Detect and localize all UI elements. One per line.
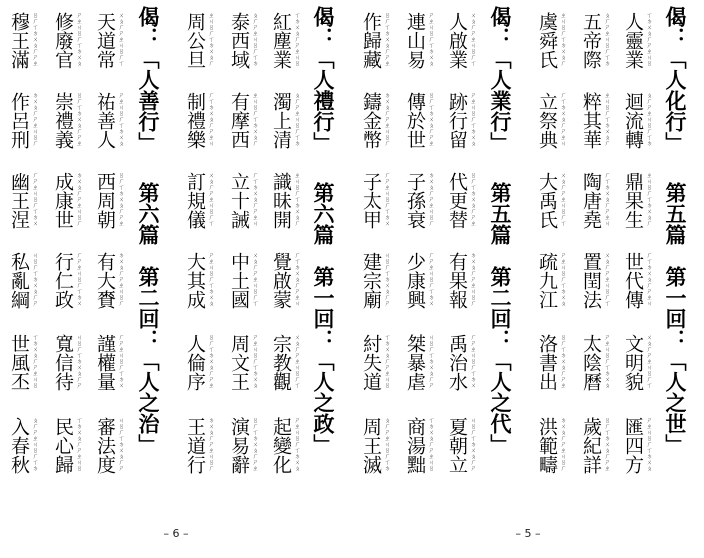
- verse-phrase: 修廢官: [52, 12, 74, 69]
- zhuyin-annotation: ㄕㄓㄐㄖㄏㄒㄉㄨㄆ: [207, 252, 214, 306]
- zhuyin-annotation: ㄐㄖㄏㄒㄉㄨㄆㄏㄕ: [469, 417, 476, 471]
- zhuyin-annotation: ㄆㄏㄕㄓㄐㄖㄏㄒㄉ: [293, 92, 300, 146]
- zhuyin-annotation: ㄓㄐㄖㄏㄒㄉㄨㄆㄏ: [251, 92, 258, 146]
- verse-phrase: 鼎果生: [622, 172, 644, 229]
- zhuyin-annotation: ㄨㄆㄏㄕㄓㄐㄖㄏㄒ: [207, 172, 214, 226]
- right-page: [352, 0, 704, 558]
- verse-phrase: 匯四方: [622, 417, 644, 474]
- zhuyin-annotation: ㄏㄕㄓㄐㄖㄏㄒㄉㄨ: [427, 252, 434, 306]
- verse-column: [402, 6, 432, 506]
- verse-phrase: 世風丕: [8, 334, 30, 391]
- verse-column: [182, 6, 212, 506]
- zhuyin-annotation: ㄒㄉㄨㄆㄏㄕㄓㄐㄖ: [645, 12, 652, 66]
- heading-column: [133, 6, 163, 506]
- zhuyin-annotation: ㄉㄨㄆㄏㄕㄓㄐㄖㄏ: [117, 252, 124, 306]
- verse-phrase: 粹其華: [580, 92, 602, 149]
- verse-phrase: 紂失道: [360, 334, 382, 391]
- zhuyin-annotation: ㄒㄉㄨㄆㄏㄕㄓㄐㄖ: [427, 417, 434, 471]
- verse-phrase: 天道常: [94, 12, 116, 69]
- verse-column: [444, 6, 474, 506]
- zhuyin-annotation: ㄒㄉㄨㄆㄏㄕㄓㄐㄖ: [293, 12, 300, 66]
- zhuyin-annotation: ㄨㄆㄏㄕㄓㄐㄖㄏㄒ: [293, 334, 300, 388]
- zhuyin-annotation: ㄓㄐㄖㄏㄒㄉㄨㄆㄏ: [559, 12, 566, 66]
- verse-column: [358, 6, 388, 506]
- verse-phrase: 周王滅: [360, 417, 382, 474]
- verse-column: [268, 6, 298, 506]
- zhuyin-annotation: ㄓㄐㄖㄏㄒㄉㄨㄆㄏ: [645, 172, 652, 226]
- verse-phrase: 有摩西: [228, 92, 250, 149]
- verse-phrase: 入春秋: [8, 417, 30, 474]
- verse-phrase: 虞舜氏: [536, 12, 558, 69]
- verse-phrase: 立祭典: [536, 92, 558, 149]
- verse-phrase: 私亂綱: [8, 252, 30, 309]
- verse-phrase: 西周朝: [94, 172, 116, 229]
- verse-phrase: 幽王涅: [8, 172, 30, 229]
- zhuyin-annotation: ㄨㄆㄏㄕㄓㄐㄖㄏㄒ: [469, 12, 476, 66]
- zhuyin-annotation: ㄕㄓㄐㄖㄏㄒㄉㄨㄆ: [469, 92, 476, 146]
- verse-phrase: 鑄金幣: [360, 92, 382, 149]
- verse-phrase: 崇禮義: [52, 92, 74, 149]
- zhuyin-annotation: ㄏㄒㄉㄨㄆㄏㄕㄓㄐ: [603, 172, 610, 226]
- zhuyin-annotation: ㄉㄨㄆㄏㄕㄓㄐㄖㄏ: [383, 92, 390, 146]
- verse-phrase: 陶唐堯: [580, 172, 602, 229]
- verse-phrase: 大禹氏: [536, 172, 558, 229]
- verse-phrase: 泰西域: [228, 12, 250, 69]
- verse-phrase: 置閏法: [580, 252, 602, 309]
- verse-phrase: 演易辭: [228, 417, 250, 474]
- verse-phrase: 商湯黜: [404, 417, 426, 474]
- verse-phrase: 歲紀詳: [580, 417, 602, 474]
- verse-heading: 偈：「人業行」: [488, 6, 513, 153]
- zhuyin-annotation: ㄉㄨㄆㄏㄕㄓㄐㄖㄏ: [427, 172, 434, 226]
- zhuyin-annotation: ㄕㄓㄐㄖㄏㄒㄉㄨㄆ: [645, 417, 652, 471]
- verse-column: [6, 6, 36, 506]
- verse-phrase: 跡行留: [446, 92, 468, 149]
- verse-phrase: 建宗廟: [360, 252, 382, 309]
- verse-column: [226, 6, 256, 506]
- zhuyin-annotation: ㄨㄆㄏㄕㄓㄐㄖㄏㄒ: [603, 252, 610, 306]
- zhuyin-annotation: ㄓㄐㄖㄏㄒㄉㄨㄆㄏ: [603, 92, 610, 146]
- verse-phrase: 連山易: [404, 12, 426, 69]
- zhuyin-annotation: ㄏㄒㄉㄨㄆㄏㄕㄓㄐ: [207, 92, 214, 146]
- verse-phrase: 洛書出: [536, 334, 558, 391]
- verse-column: [534, 6, 564, 506]
- verse-phrase: 作歸藏: [360, 12, 382, 69]
- zhuyin-annotation: ㄖㄏㄒㄉㄨㄆㄏㄕㄓ: [603, 417, 610, 471]
- zhuyin-annotation: ㄖㄏㄒㄉㄨㄆㄏㄕㄓ: [207, 334, 214, 388]
- verse-phrase: 謹權量: [94, 334, 116, 391]
- verse-phrase: 寬信待: [52, 334, 74, 391]
- page-number: – 6 –: [163, 527, 189, 540]
- verse-phrase: 紅塵業: [270, 12, 292, 69]
- verse-heading: 偈：「人化行」: [663, 6, 688, 153]
- zhuyin-annotation: ㄨㄆㄏㄕㄓㄐㄖㄏㄒ: [251, 252, 258, 306]
- verse-phrase: 子孫衰: [404, 172, 426, 229]
- zhuyin-annotation: ㄐㄖㄏㄒㄉㄨㄆㄏㄕ: [383, 252, 390, 306]
- verse-phrase: 五帝際: [580, 12, 602, 69]
- zhuyin-annotation: ㄕㄓㄐㄖㄏㄒㄉㄨㄆ: [75, 12, 82, 66]
- verse-phrase: 立十誡: [228, 172, 250, 229]
- zhuyin-annotation: ㄏㄕㄓㄐㄖㄏㄒㄉㄨ: [469, 334, 476, 388]
- verse-phrase: 祐善人: [94, 92, 116, 149]
- verse-phrase: 太陰曆: [580, 334, 602, 391]
- verse-phrase: 代更替: [446, 172, 468, 229]
- zhuyin-annotation: ㄉㄨㄆㄏㄕㄓㄐㄖㄏ: [31, 92, 38, 146]
- zhuyin-annotation: ㄕㄓㄐㄖㄏㄒㄉㄨㄆ: [293, 417, 300, 471]
- verse-phrase: 洪範疇: [536, 417, 558, 474]
- verse-phrase: 制禮樂: [184, 92, 206, 149]
- zhuyin-annotation: ㄏㄒㄉㄨㄆㄏㄕㄓㄐ: [293, 252, 300, 306]
- zhuyin-annotation: ㄆㄏㄕㄓㄐㄖㄏㄒㄉ: [31, 417, 38, 471]
- chapter-heading: 第五篇 第二回：「人之代」: [488, 182, 513, 455]
- zhuyin-annotation: ㄕㄓㄐㄖㄏㄒㄉㄨㄆ: [117, 92, 124, 146]
- zhuyin-annotation: ㄨㄆㄏㄕㄓㄐㄖㄏㄒ: [117, 12, 124, 66]
- zhuyin-annotation: ㄆㄏㄕㄓㄐㄖㄏㄒㄉ: [383, 417, 390, 471]
- zhuyin-annotation: ㄖㄏㄒㄉㄨㄆㄏㄕㄓ: [383, 12, 390, 66]
- zhuyin-annotation: ㄖㄏㄒㄉㄨㄆㄏㄕㄓ: [427, 92, 434, 146]
- verse-heading: 偈：「人善行」: [136, 6, 161, 153]
- verse-phrase: 穆王滿: [8, 12, 30, 69]
- zhuyin-annotation: ㄒㄉㄨㄆㄏㄕㄓㄐㄖ: [75, 417, 82, 471]
- zhuyin-annotation: ㄖㄏㄒㄉㄨㄆㄏㄕㄓ: [75, 92, 82, 146]
- verse-phrase: 濁上清: [270, 92, 292, 149]
- verse-phrase: 人啟業: [446, 12, 468, 69]
- heading-column: [308, 6, 338, 506]
- verse-phrase: 宗教觀: [270, 334, 292, 391]
- zhuyin-annotation: ㄏㄕㄓㄐㄖㄏㄒㄉㄨ: [117, 334, 124, 388]
- verse-phrase: 周公旦: [184, 12, 206, 69]
- zhuyin-annotation: ㄕㄓㄐㄖㄏㄒㄉㄨㄆ: [559, 252, 566, 306]
- zhuyin-annotation: ㄉㄨㄆㄏㄕㄓㄐㄖㄏ: [207, 417, 214, 471]
- verse-phrase: 子太甲: [360, 172, 382, 229]
- verse-phrase: 少康興: [404, 252, 426, 309]
- zhuyin-annotation: ㄓㄐㄖㄏㄒㄉㄨㄆㄏ: [207, 12, 214, 66]
- verse-phrase: 人靈業: [622, 12, 644, 69]
- verse-phrase: 識昧開: [270, 172, 292, 229]
- verse-phrase: 迴流轉: [622, 92, 644, 149]
- zhuyin-annotation: ㄏㄒㄉㄨㄆㄏㄕㄓㄐ: [645, 252, 652, 306]
- zhuyin-annotation: ㄖㄏㄒㄉㄨㄆㄏㄕㄓ: [559, 334, 566, 388]
- zhuyin-annotation: ㄕㄓㄐㄖㄏㄒㄉㄨㄆ: [427, 12, 434, 66]
- zhuyin-annotation: ㄆㄏㄕㄓㄐㄖㄏㄒㄉ: [251, 12, 258, 66]
- verse-phrase: 作呂刑: [8, 92, 30, 149]
- verse-phrase: 夏朝立: [446, 417, 468, 474]
- chapter-heading: 第六篇 第一回：「人之政」: [311, 182, 336, 455]
- zhuyin-annotation: ㄐㄖㄏㄒㄉㄨㄆㄏㄕ: [427, 334, 434, 388]
- verse-phrase: 審法度: [94, 417, 116, 474]
- verse-phrase: 周文王: [228, 334, 250, 391]
- zhuyin-annotation: ㄖㄏㄒㄉㄨㄆㄏㄕㄓ: [251, 417, 258, 471]
- chapter-heading: 第五篇 第一回：「人之世」: [663, 182, 688, 455]
- zhuyin-annotation: ㄐㄖㄏㄒㄉㄨㄆㄏㄕ: [31, 252, 38, 306]
- verse-phrase: 世代傳: [622, 252, 644, 309]
- zhuyin-annotation: ㄖㄏㄒㄉㄨㄆㄏㄕㄓ: [31, 12, 38, 66]
- verse-phrase: 有果報: [446, 252, 468, 309]
- verse-phrase: 大其成: [184, 252, 206, 309]
- zhuyin-annotation: ㄏㄒㄉㄨㄆㄏㄕㄓㄐ: [251, 172, 258, 226]
- verse-phrase: 行仁政: [52, 252, 74, 309]
- heading-column: [660, 6, 690, 506]
- zhuyin-annotation: ㄕㄓㄐㄖㄏㄒㄉㄨㄆ: [251, 334, 258, 388]
- zhuyin-annotation: ㄖㄏㄒㄉㄨㄆㄏㄕㄓ: [117, 172, 124, 226]
- verse-phrase: 成康世: [52, 172, 74, 229]
- verse-phrase: 文明貌: [622, 334, 644, 391]
- heading-column: [485, 6, 515, 506]
- zhuyin-annotation: ㄏㄕㄓㄐㄖㄏㄒㄉㄨ: [31, 172, 38, 226]
- zhuyin-annotation: ㄐㄖㄏㄒㄉㄨㄆㄏㄕ: [117, 417, 124, 471]
- zhuyin-annotation: ㄕㄓㄐㄖㄏㄒㄉㄨㄆ: [603, 334, 610, 388]
- zhuyin-annotation: ㄆㄏㄕㄓㄐㄖㄏㄒㄉ: [603, 12, 610, 66]
- verse-phrase: 民心歸: [52, 417, 74, 474]
- verse-column: [620, 6, 650, 506]
- verse-phrase: 疏九江: [536, 252, 558, 309]
- verse-phrase: 傳於世: [404, 92, 426, 149]
- zhuyin-annotation: ㄉㄨㄆㄏㄕㄓㄐㄖㄏ: [469, 252, 476, 306]
- zhuyin-annotation: ㄉㄨㄆㄏㄕㄓㄐㄖㄏ: [75, 172, 82, 226]
- zhuyin-annotation: ㄉㄨㄆㄏㄕㄓㄐㄖㄏ: [559, 417, 566, 471]
- zhuyin-annotation: ㄨㄆㄏㄕㄓㄐㄖㄏㄒ: [645, 334, 652, 388]
- verse-phrase: 人倫序: [184, 334, 206, 391]
- verse-phrase: 王道行: [184, 417, 206, 474]
- zhuyin-annotation: ㄨㄆㄏㄕㄓㄐㄖㄏㄒ: [559, 172, 566, 226]
- zhuyin-annotation: ㄏㄒㄉㄨㄆㄏㄕㄓㄐ: [559, 92, 566, 146]
- page-number: – 5 –: [515, 527, 541, 540]
- verse-phrase: 桀暴虐: [404, 334, 426, 391]
- verse-phrase: 禹治水: [446, 334, 468, 391]
- verse-column: [50, 6, 80, 506]
- verse-column: [92, 6, 122, 506]
- zhuyin-annotation: ㄒㄉㄨㄆㄏㄕㄓㄐㄖ: [31, 334, 38, 388]
- zhuyin-annotation: ㄏㄕㄓㄐㄖㄏㄒㄉㄨ: [75, 252, 82, 306]
- verse-phrase: 訂規儀: [184, 172, 206, 229]
- zhuyin-annotation: ㄆㄏㄕㄓㄐㄖㄏㄒㄉ: [645, 92, 652, 146]
- verse-heading: 偈：「人禮行」: [311, 6, 336, 153]
- zhuyin-annotation: ㄐㄖㄏㄒㄉㄨㄆㄏㄕ: [75, 334, 82, 388]
- zhuyin-annotation: ㄖㄏㄒㄉㄨㄆㄏㄕㄓ: [469, 172, 476, 226]
- zhuyin-annotation: ㄒㄉㄨㄆㄏㄕㄓㄐㄖ: [383, 334, 390, 388]
- verse-phrase: 覺啟蒙: [270, 252, 292, 309]
- verse-phrase: 中土國: [228, 252, 250, 309]
- zhuyin-annotation: ㄏㄕㄓㄐㄖㄏㄒㄉㄨ: [383, 172, 390, 226]
- verse-phrase: 起變化: [270, 417, 292, 474]
- zhuyin-annotation: ㄓㄐㄖㄏㄒㄉㄨㄆㄏ: [293, 172, 300, 226]
- verse-phrase: 有大賚: [94, 252, 116, 309]
- verse-column: [578, 6, 608, 506]
- chapter-heading: 第六篇 第二回：「人之治」: [136, 182, 161, 455]
